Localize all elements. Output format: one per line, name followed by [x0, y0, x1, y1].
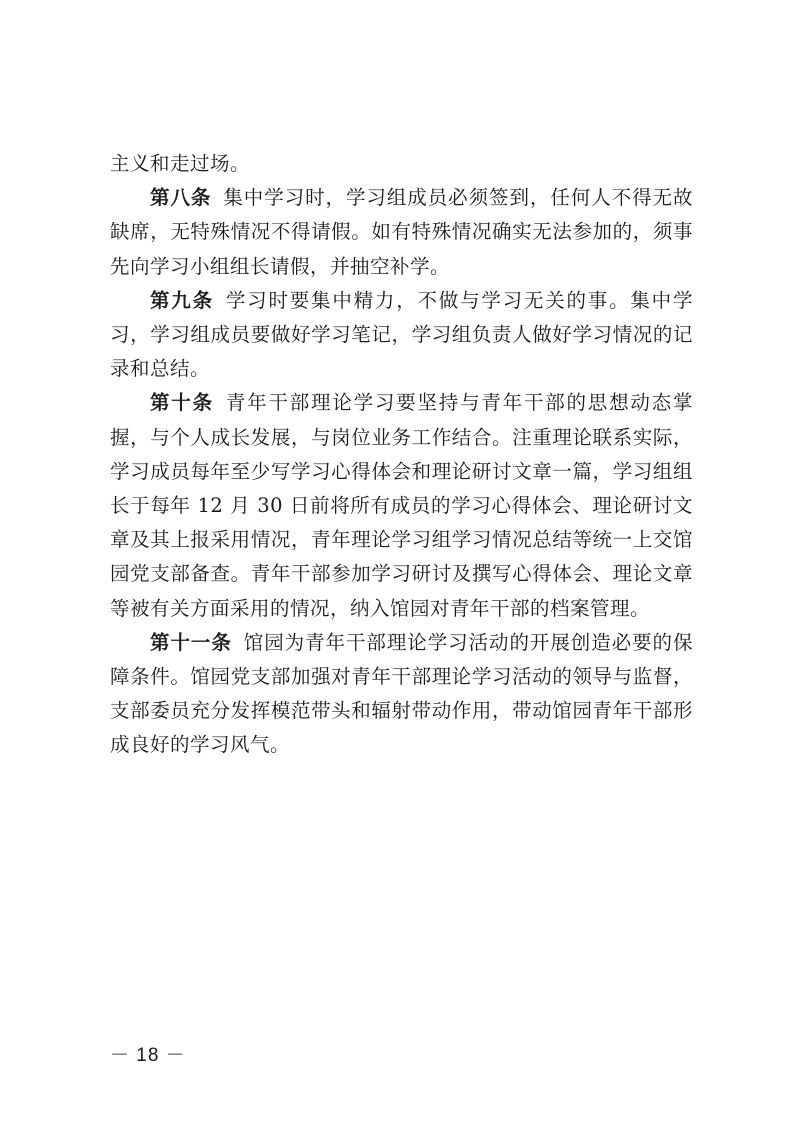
article-11 [110, 626, 693, 763]
body-text [110, 147, 693, 763]
article-9 [110, 284, 693, 387]
article-8-text: 集中学习时，学习组成员必须签到，任何人不得无故缺席，无特殊情况不得请假。如有特殊情况确实无法参加的，须事先向学习小组组长请假，并抽空补学。 [110, 186, 693, 278]
article-9-text: 学习时要集中精力，不做与学习无关的事。集中学习，学习组成员要做好学习笔记，学习组负责人做好学习情况的记录和总结。 [110, 288, 693, 381]
article-8-label: 第八条 [150, 186, 212, 210]
continuation-paragraph: 主义和走过场。 [110, 152, 251, 175]
article-11-label: 第十一条 [150, 630, 232, 654]
article-10 [110, 386, 693, 625]
article-10-label: 第十条 [150, 391, 214, 415]
page-number: － 18 － [110, 1045, 186, 1066]
article-11-text: 馆园为青年干部理论学习活动的开展创造必要的保障条件。馆园党支部加强对青年干部理论学习活动的领导与监督，支部委员充分发挥模范带头和辐射带动作用，带动馆园青年干部形成良好的学习风气。 [110, 630, 693, 757]
article-9-label: 第九条 [150, 288, 214, 312]
article-10-text: 青年干部理论学习要坚持与青年干部的思想动态掌握，与个人成长发展，与岗位业务工作结合。注重理论联系实际，学习成员每年至少写学习心得体会和理论研讨文章一篇，学习组组长于每年 12 月 30 日前将所有成员的学习心得体会、理论研讨文章及其上报采用情况，青年理论学习组学习情况总结等统一上交馆园党支部备查。青年干部参加学习研讨及撰写心得体会、理论文章等被有关方面采用的情况，纳入馆园对青年干部的档案管理。 [110, 391, 693, 620]
article-8 [110, 181, 693, 284]
